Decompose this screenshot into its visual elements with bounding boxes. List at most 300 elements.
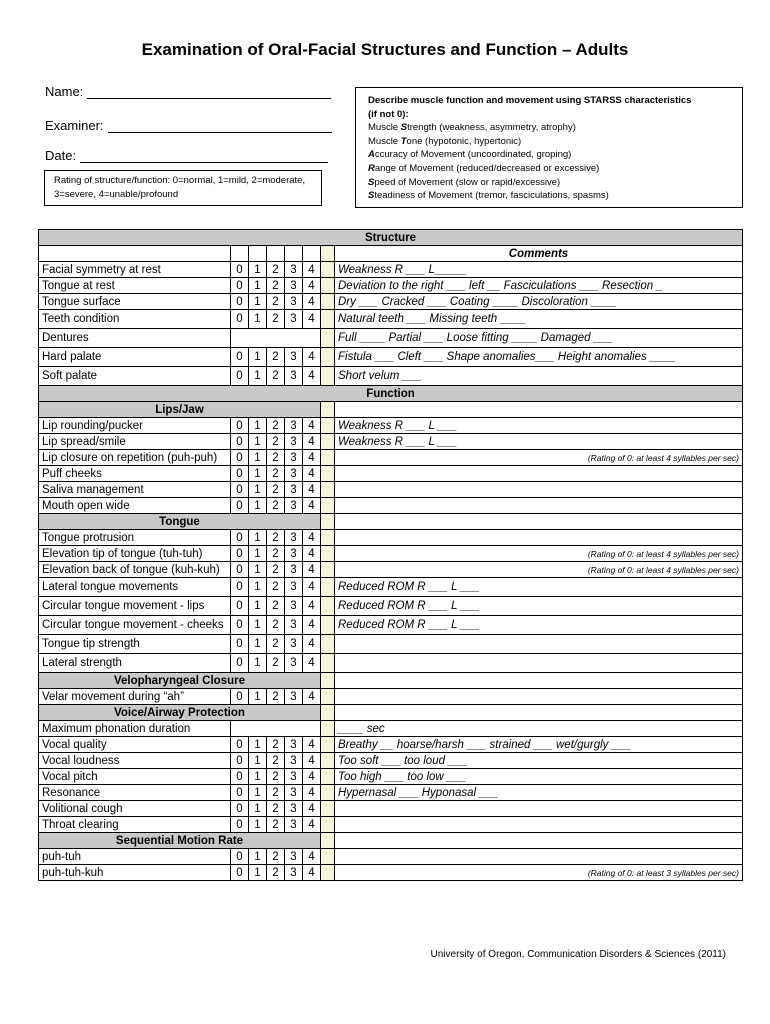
table-row — [39, 721, 743, 737]
spacer-cell — [321, 801, 335, 817]
rating-cell[interactable]: 0 — [231, 466, 249, 482]
starss-heading: Describe muscle function and movement using STARSS characteristics — [368, 95, 692, 106]
rating-cell[interactable]: 1 — [249, 616, 267, 635]
rating-cell[interactable]: 4 — [303, 530, 321, 546]
group-heading: Lips/Jaw — [39, 402, 321, 418]
rating-cell[interactable]: 1 — [249, 434, 267, 450]
rating-cell[interactable]: 0 — [231, 849, 249, 865]
spacer-cell — [321, 849, 335, 865]
starss-item: Muscle Strength (weakness, asymmetry, atrophy) — [368, 122, 576, 134]
spacer-cell — [321, 654, 335, 673]
rating-cell[interactable]: 3 — [285, 562, 303, 578]
table-row — [39, 801, 743, 817]
spacer-cell — [321, 769, 335, 785]
rating-cell[interactable]: 1 — [249, 801, 267, 817]
rating-cell[interactable]: 1 — [249, 689, 267, 705]
table-row — [39, 450, 743, 466]
rating-cell[interactable]: 1 — [249, 635, 267, 654]
group-heading: Velopharyngeal Closure — [39, 673, 321, 689]
footer-credit: University of Oregon, Communication Disorders & Sciences (2011) — [430, 949, 726, 960]
rating-cell[interactable]: 4 — [303, 450, 321, 466]
table-row — [39, 530, 743, 546]
rating-cell[interactable]: 2 — [267, 865, 285, 881]
function-group-header — [39, 705, 743, 721]
comment-cell[interactable] — [335, 498, 743, 514]
rating-cell[interactable]: 0 — [231, 348, 249, 367]
item-label: Velar movement during “ah” — [39, 689, 231, 705]
rating-note: (Rating of 0: at least 4 syllables per sec) — [335, 546, 743, 562]
rating-note: (Rating of 0: at least 4 syllables per sec) — [335, 562, 743, 578]
rating-cell[interactable]: 3 — [285, 737, 303, 753]
rating-cell[interactable]: 3 — [285, 278, 303, 294]
rating-cell[interactable]: 3 — [285, 753, 303, 769]
spacer-cell — [321, 562, 335, 578]
item-label: Puff cheeks — [39, 466, 231, 482]
rating-cell[interactable]: 4 — [303, 466, 321, 482]
rating-cell[interactable]: 1 — [249, 450, 267, 466]
group-heading: Tongue — [39, 514, 321, 530]
rating-cell[interactable]: 4 — [303, 562, 321, 578]
spacer-cell — [321, 865, 335, 881]
blank-cell — [39, 246, 231, 262]
comment-cell[interactable]: Weakness R ___ L ___ — [335, 418, 743, 434]
comment-cell[interactable]: Breathy __ hoarse/harsh ___ strained ___ wet/gurgly ___ — [335, 737, 743, 753]
function-header-label: Function — [39, 386, 743, 402]
spacer-cell — [321, 434, 335, 450]
rating-cell[interactable]: 0 — [231, 450, 249, 466]
rating-cell[interactable]: 3 — [285, 434, 303, 450]
rating-cell[interactable]: 0 — [231, 689, 249, 705]
spacer-cell — [321, 329, 335, 348]
structure-header — [39, 230, 743, 246]
spacer-cell — [321, 418, 335, 434]
rating-cell[interactable]: 1 — [249, 278, 267, 294]
rating-cell[interactable]: 2 — [267, 482, 285, 498]
structure-header-label: Structure — [39, 230, 743, 246]
rating-cell[interactable]: 3 — [285, 530, 303, 546]
rating-cell[interactable]: 3 — [285, 616, 303, 635]
spacer-cell — [321, 578, 335, 597]
rating-cell[interactable]: 0 — [231, 578, 249, 597]
comment-cell[interactable]: Too soft ___ too loud ___ — [335, 753, 743, 769]
function-group-header — [39, 402, 743, 418]
table-row — [39, 466, 743, 482]
rating-cell[interactable]: 1 — [249, 849, 267, 865]
rating-note: (Rating of 0: at least 3 syllables per sec) — [335, 865, 743, 881]
blank-cell — [249, 246, 267, 262]
function-group-header — [39, 673, 743, 689]
item-label: Teeth condition — [39, 310, 231, 329]
spacer-cell — [321, 498, 335, 514]
rating-cell[interactable]: 4 — [303, 737, 321, 753]
rating-cell[interactable]: 2 — [267, 562, 285, 578]
rating-cell[interactable]: 1 — [249, 785, 267, 801]
rating-cell[interactable]: 0 — [231, 865, 249, 881]
comment-cell[interactable]: Dry ___ Cracked ___ Coating ____ Discoloration ____ — [335, 294, 743, 310]
rating-cell[interactable]: 3 — [285, 367, 303, 386]
spacer-cell — [321, 753, 335, 769]
rating-cell[interactable]: 2 — [267, 737, 285, 753]
blank-cell — [231, 246, 249, 262]
rating-cell[interactable]: 2 — [267, 635, 285, 654]
rating-cell[interactable]: 4 — [303, 482, 321, 498]
rating-cell[interactable]: 4 — [303, 616, 321, 635]
rating-cell[interactable]: 3 — [285, 546, 303, 562]
blank-cell — [335, 833, 743, 849]
item-label: Facial symmetry at rest — [39, 262, 231, 278]
rating-cell[interactable]: 4 — [303, 785, 321, 801]
rating-cell[interactable]: 1 — [249, 482, 267, 498]
rating-cell[interactable]: 3 — [285, 482, 303, 498]
function-group-header — [39, 833, 743, 849]
spacer-cell — [321, 246, 335, 262]
rating-cell[interactable]: 2 — [267, 753, 285, 769]
comment-cell[interactable]: ____ sec — [335, 721, 743, 737]
rating-cell[interactable]: 4 — [303, 546, 321, 562]
comment-cell[interactable] — [335, 635, 743, 654]
rating-cell[interactable]: 1 — [249, 578, 267, 597]
comment-cell[interactable] — [335, 689, 743, 705]
comments-header: Comments — [335, 246, 743, 262]
comments-header-row — [39, 246, 743, 262]
rating-cell-empty — [231, 329, 321, 348]
rating-cell[interactable]: 3 — [285, 785, 303, 801]
comment-cell[interactable] — [335, 817, 743, 833]
rating-cell[interactable]: 1 — [249, 367, 267, 386]
spacer-cell — [321, 616, 335, 635]
date-field[interactable] — [45, 148, 328, 163]
rating-cell[interactable]: 1 — [249, 418, 267, 434]
item-label: Hard palate — [39, 348, 231, 367]
rating-cell[interactable]: 3 — [285, 294, 303, 310]
spacer-cell — [321, 450, 335, 466]
rating-cell[interactable]: 0 — [231, 801, 249, 817]
spacer-cell — [321, 833, 335, 849]
item-label: Vocal loudness — [39, 753, 231, 769]
spacer-cell — [321, 785, 335, 801]
rating-cell[interactable]: 1 — [249, 546, 267, 562]
table-row — [39, 737, 743, 753]
rating-cell[interactable]: 2 — [267, 418, 285, 434]
rating-cell[interactable]: 2 — [267, 654, 285, 673]
rating-cell[interactable]: 3 — [285, 689, 303, 705]
table-row — [39, 482, 743, 498]
exam-table — [38, 229, 743, 881]
comment-cell[interactable]: Natural teeth ___ Missing teeth ____ — [335, 310, 743, 329]
page-title: Examination of Oral-Facial Structures and Function – Adults — [141, 40, 629, 59]
rating-cell[interactable]: 1 — [249, 865, 267, 881]
item-label: Lip closure on repetition (puh-puh) — [39, 450, 231, 466]
rating-cell[interactable]: 3 — [285, 865, 303, 881]
rating-cell[interactable]: 3 — [285, 348, 303, 367]
rating-cell[interactable]: 0 — [231, 817, 249, 833]
rating-cell[interactable]: 2 — [267, 498, 285, 514]
starss-item: Accuracy of Movement (uncoordinated, groping) — [368, 149, 572, 161]
table-row — [39, 434, 743, 450]
rating-cell[interactable]: 4 — [303, 294, 321, 310]
table-row — [39, 329, 743, 348]
table-row — [39, 546, 743, 562]
rating-cell[interactable]: 0 — [231, 278, 249, 294]
rating-cell[interactable]: 0 — [231, 785, 249, 801]
rating-cell[interactable]: 0 — [231, 616, 249, 635]
rating-cell[interactable]: 2 — [267, 348, 285, 367]
table-row — [39, 635, 743, 654]
rating-cell[interactable]: 2 — [267, 849, 285, 865]
starss-subheading: (if not 0): — [368, 108, 409, 120]
rating-cell[interactable]: 2 — [267, 466, 285, 482]
item-label: Saliva management — [39, 482, 231, 498]
rating-cell[interactable]: 3 — [285, 817, 303, 833]
rating-cell[interactable]: 4 — [303, 654, 321, 673]
rating-cell[interactable]: 4 — [303, 262, 321, 278]
comment-cell[interactable] — [335, 466, 743, 482]
item-label: Tongue at rest — [39, 278, 231, 294]
item-label: Maximum phonation duration — [39, 721, 231, 737]
rating-cell[interactable]: 4 — [303, 418, 321, 434]
spacer-cell — [321, 673, 335, 689]
table-row — [39, 367, 743, 386]
rating-cell[interactable]: 4 — [303, 769, 321, 785]
rating-cell[interactable]: 2 — [267, 817, 285, 833]
examiner-label: Examiner: — [45, 118, 104, 133]
rating-cell[interactable]: 2 — [267, 310, 285, 329]
rating-cell[interactable]: 3 — [285, 418, 303, 434]
rating-cell[interactable]: 4 — [303, 597, 321, 616]
comment-cell[interactable]: Reduced ROM R ___ L ___ — [335, 597, 743, 616]
blank-cell — [335, 673, 743, 689]
comment-cell[interactable]: Weakness R ___ L ___ — [335, 434, 743, 450]
rating-cell[interactable]: 1 — [249, 737, 267, 753]
rating-cell[interactable]: 4 — [303, 310, 321, 329]
rating-cell[interactable]: 4 — [303, 498, 321, 514]
starss-box — [355, 87, 743, 208]
table-row — [39, 498, 743, 514]
rating-cell[interactable]: 0 — [231, 654, 249, 673]
comment-cell[interactable]: Too high ___ too low ___ — [335, 769, 743, 785]
rating-cell[interactable]: 2 — [267, 785, 285, 801]
rating-cell[interactable]: 2 — [267, 616, 285, 635]
table-row — [39, 654, 743, 673]
rating-cell[interactable]: 0 — [231, 753, 249, 769]
rating-cell[interactable]: 2 — [267, 294, 285, 310]
spacer-cell — [321, 310, 335, 329]
starss-item: Range of Movement (reduced/decreased or excessive) — [368, 162, 600, 174]
table-row — [39, 785, 743, 801]
date-label: Date: — [45, 148, 77, 163]
item-label: Volitional cough — [39, 801, 231, 817]
comment-cell[interactable]: Full ____ Partial ___ Loose fitting ____ Damaged ___ — [335, 329, 743, 348]
rating-cell[interactable]: 3 — [285, 466, 303, 482]
spacer-cell — [321, 278, 335, 294]
item-label: puh-tuh-kuh — [39, 865, 231, 881]
spacer-cell — [321, 514, 335, 530]
name-field[interactable] — [45, 84, 331, 99]
item-label: Throat clearing — [39, 817, 231, 833]
table-row — [39, 817, 743, 833]
item-label: Lateral strength — [39, 654, 231, 673]
spacer-cell — [321, 262, 335, 278]
rating-cell[interactable]: 4 — [303, 635, 321, 654]
comment-cell[interactable]: Reduced ROM R ___ L ___ — [335, 616, 743, 635]
comment-cell[interactable] — [335, 849, 743, 865]
rating-cell-empty — [231, 721, 321, 737]
date-line[interactable] — [80, 150, 328, 163]
comment-cell[interactable] — [335, 801, 743, 817]
rating-cell[interactable]: 1 — [249, 466, 267, 482]
rating-cell[interactable]: 1 — [249, 310, 267, 329]
rating-cell[interactable]: 3 — [285, 450, 303, 466]
rating-cell[interactable]: 4 — [303, 348, 321, 367]
comment-cell[interactable]: Short velum ___ — [335, 367, 743, 386]
item-label: Circular tongue movement - lips — [39, 597, 231, 616]
table-row — [39, 689, 743, 705]
rating-cell[interactable]: 4 — [303, 578, 321, 597]
item-label: Resonance — [39, 785, 231, 801]
rating-cell[interactable]: 2 — [267, 801, 285, 817]
rating-cell[interactable]: 0 — [231, 562, 249, 578]
table-row — [39, 616, 743, 635]
rating-cell[interactable]: 0 — [231, 310, 249, 329]
comment-cell[interactable]: Fistula ___ Cleft ___ Shape anomalies___ Height anomalies ____ — [335, 348, 743, 367]
rating-cell[interactable]: 0 — [231, 635, 249, 654]
rating-cell[interactable]: 1 — [249, 654, 267, 673]
rating-cell[interactable]: 3 — [285, 310, 303, 329]
item-label: Mouth open wide — [39, 498, 231, 514]
rating-cell[interactable]: 4 — [303, 865, 321, 881]
rating-cell[interactable]: 2 — [267, 450, 285, 466]
spacer-cell — [321, 294, 335, 310]
examiner-field[interactable] — [45, 118, 332, 133]
rating-cell[interactable]: 1 — [249, 597, 267, 616]
rating-cell[interactable]: 3 — [285, 597, 303, 616]
comment-cell[interactable] — [335, 482, 743, 498]
item-label: Tongue surface — [39, 294, 231, 310]
comment-cell[interactable] — [335, 530, 743, 546]
rating-cell[interactable]: 3 — [285, 849, 303, 865]
comment-cell[interactable]: Reduced ROM R ___ L ___ — [335, 578, 743, 597]
name-line[interactable] — [87, 86, 331, 99]
rating-cell[interactable]: 1 — [249, 348, 267, 367]
rating-cell[interactable]: 0 — [231, 530, 249, 546]
spacer-cell — [321, 402, 335, 418]
spacer-cell — [321, 597, 335, 616]
rating-cell[interactable]: 3 — [285, 769, 303, 785]
blank-cell — [285, 246, 303, 262]
spacer-cell — [321, 348, 335, 367]
comment-cell[interactable] — [335, 654, 743, 673]
rating-cell[interactable]: 1 — [249, 294, 267, 310]
rating-cell[interactable]: 4 — [303, 817, 321, 833]
starss-list — [368, 121, 730, 203]
table-row — [39, 418, 743, 434]
rating-cell[interactable]: 2 — [267, 530, 285, 546]
table-row — [39, 562, 743, 578]
rating-cell[interactable]: 1 — [249, 769, 267, 785]
table-row — [39, 294, 743, 310]
rating-cell[interactable]: 2 — [267, 262, 285, 278]
rating-cell[interactable]: 3 — [285, 801, 303, 817]
rating-cell[interactable]: 3 — [285, 498, 303, 514]
rating-cell[interactable]: 0 — [231, 434, 249, 450]
rating-cell[interactable]: 4 — [303, 849, 321, 865]
rating-cell[interactable]: 3 — [285, 262, 303, 278]
rating-cell[interactable]: 2 — [267, 367, 285, 386]
rating-cell[interactable]: 0 — [231, 418, 249, 434]
rating-cell[interactable]: 0 — [231, 294, 249, 310]
rating-cell[interactable]: 4 — [303, 278, 321, 294]
comment-cell[interactable]: Weakness R ___ L_____ — [335, 262, 743, 278]
item-label: Elevation back of tongue (kuh-kuh) — [39, 562, 231, 578]
rating-cell[interactable]: 2 — [267, 434, 285, 450]
table-row — [39, 597, 743, 616]
blank-cell — [335, 705, 743, 721]
item-label: Soft palate — [39, 367, 231, 386]
rating-cell[interactable]: 0 — [231, 498, 249, 514]
spacer-cell — [321, 817, 335, 833]
rating-cell[interactable]: 1 — [249, 562, 267, 578]
starss-item: Steadiness of Movement (tremor, fasciculations, spasms) — [368, 190, 609, 202]
function-header — [39, 386, 743, 402]
rating-cell[interactable]: 2 — [267, 769, 285, 785]
rating-cell[interactable]: 1 — [249, 753, 267, 769]
rating-legend-box — [44, 170, 322, 206]
rating-cell[interactable]: 0 — [231, 597, 249, 616]
rating-cell[interactable]: 2 — [267, 278, 285, 294]
spacer-cell — [321, 689, 335, 705]
rating-cell[interactable]: 0 — [231, 262, 249, 278]
starss-item: Muscle Tone (hypotonic, hypertonic) — [368, 135, 522, 147]
rating-cell[interactable]: 0 — [231, 367, 249, 386]
rating-cell[interactable]: 1 — [249, 530, 267, 546]
rating-cell[interactable]: 2 — [267, 546, 285, 562]
examiner-line[interactable] — [108, 120, 332, 133]
rating-cell[interactable]: 0 — [231, 546, 249, 562]
rating-cell[interactable]: 3 — [285, 654, 303, 673]
rating-cell[interactable]: 2 — [267, 689, 285, 705]
rating-cell[interactable]: 4 — [303, 367, 321, 386]
table-row — [39, 865, 743, 881]
rating-cell[interactable]: 4 — [303, 753, 321, 769]
comment-cell[interactable]: Hypernasal ___ Hyponasal ___ — [335, 785, 743, 801]
table-row — [39, 578, 743, 597]
table-row — [39, 310, 743, 329]
rating-cell[interactable]: 0 — [231, 482, 249, 498]
blank-cell — [267, 246, 285, 262]
table-row — [39, 348, 743, 367]
starss-item: Speed of Movement (slow or rapid/excessive) — [368, 176, 561, 188]
comment-cell[interactable]: Deviation to the right ___ left __ Fasciculations ___ Resection _ — [335, 278, 743, 294]
rating-cell[interactable]: 4 — [303, 801, 321, 817]
item-label: Lip rounding/pucker — [39, 418, 231, 434]
rating-cell[interactable]: 3 — [285, 635, 303, 654]
rating-cell[interactable]: 1 — [249, 817, 267, 833]
rating-cell[interactable]: 4 — [303, 434, 321, 450]
function-group-header — [39, 514, 743, 530]
rating-cell[interactable]: 2 — [267, 597, 285, 616]
rating-cell[interactable]: 4 — [303, 689, 321, 705]
group-heading: Voice/Airway Protection — [39, 705, 321, 721]
rating-cell[interactable]: 0 — [231, 769, 249, 785]
item-label: puh-tuh — [39, 849, 231, 865]
spacer-cell — [321, 705, 335, 721]
rating-cell[interactable]: 2 — [267, 578, 285, 597]
rating-cell[interactable]: 1 — [249, 498, 267, 514]
rating-cell[interactable]: 0 — [231, 737, 249, 753]
spacer-cell — [321, 721, 335, 737]
rating-cell[interactable]: 1 — [249, 262, 267, 278]
rating-cell[interactable]: 3 — [285, 578, 303, 597]
